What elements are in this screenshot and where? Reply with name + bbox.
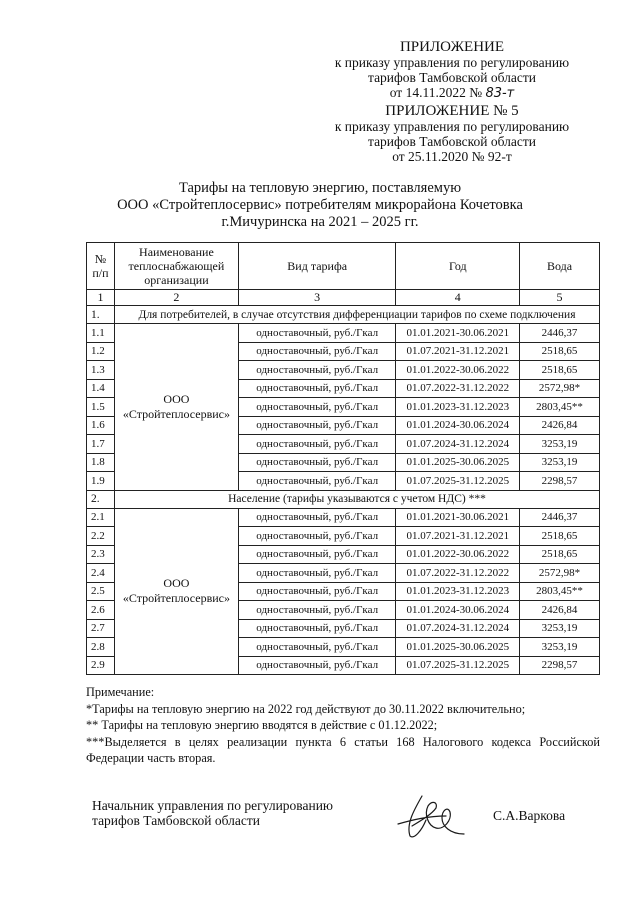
- tariff-value: 2298,57: [520, 656, 600, 675]
- row-number: 2.2: [87, 527, 115, 546]
- tariff-value: 3253,19: [520, 638, 600, 657]
- tariff-period: 01.01.2021-30.06.2021: [396, 508, 520, 527]
- tariff-type: одноставочный, руб./Гкал: [238, 472, 396, 491]
- tariff-type: одноставочный, руб./Гкал: [238, 638, 396, 657]
- appendix-title: ПРИЛОЖЕНИЕ: [399, 39, 505, 55]
- header-year: Год: [396, 243, 520, 290]
- tariff-period: 01.01.2023-31.12.2023: [396, 398, 520, 417]
- note-3: ***Выделяется в целях реализации пункта 6 статьи 168 Налогового кодекса Российской Федерации часть вторая.: [86, 734, 600, 765]
- tariff-type: одноставочный, руб./Гкал: [238, 379, 396, 398]
- col-number: 3: [238, 290, 396, 306]
- tariff-type: одноставочный, руб./Гкал: [238, 656, 396, 675]
- handwritten-order-number: 83-т: [485, 86, 515, 101]
- title-line1: Тарифы на тепловую энергию, поставляемую: [178, 180, 462, 196]
- row-number: 1.1: [87, 324, 115, 343]
- tariff-type: одноставочный, руб./Гкал: [238, 361, 396, 380]
- appendix5-title: ПРИЛОЖЕНИЕ № 5: [385, 103, 519, 119]
- col-number: 1: [87, 290, 115, 306]
- tariff-type: одноставочный, руб./Гкал: [238, 435, 396, 454]
- organization-name: ООО «Стройтеплосервис»: [114, 324, 238, 491]
- section1-row: [87, 306, 600, 324]
- row-number: 1.5: [87, 398, 115, 417]
- tariff-type: одноставочный, руб./Гкал: [238, 527, 396, 546]
- appendix-header-current: [302, 40, 602, 101]
- appendix-date: от 14.11.2022 №: [389, 85, 483, 100]
- tariff-type: одноставочный, руб./Гкал: [238, 564, 396, 583]
- document-title: [0, 180, 640, 231]
- tariff-value: 2518,65: [520, 361, 600, 380]
- title-line2: ООО «Стройтеплосервис» потребителям микрорайона Кочетовка: [117, 197, 523, 213]
- tariff-period: 01.07.2025-31.12.2025: [396, 472, 520, 491]
- tariff-value: 2803,45**: [520, 582, 600, 601]
- tariff-value: 2446,37: [520, 508, 600, 527]
- section2-row: [87, 490, 600, 508]
- tariff-period: 01.07.2024-31.12.2024: [396, 435, 520, 454]
- tariff-type: одноставочный, руб./Гкал: [238, 453, 396, 472]
- tariff-value: 2572,98*: [520, 564, 600, 583]
- tariff-period: 01.07.2021-31.12.2021: [396, 527, 520, 546]
- tariff-period: 01.01.2023-31.12.2023: [396, 582, 520, 601]
- row-number: 2.9: [87, 656, 115, 675]
- tariff-value: 2426,84: [520, 601, 600, 620]
- row-number: 2.5: [87, 582, 115, 601]
- section-title: Население (тарифы указываются с учетом НДС) ***: [114, 490, 599, 508]
- tariff-value: 2426,84: [520, 416, 600, 435]
- header-org: Наименование теплоснабжающей организации: [114, 243, 238, 290]
- signer-name: С.А.Варкова: [493, 808, 566, 823]
- row-number: 2.3: [87, 545, 115, 564]
- tariff-period: 01.07.2021-31.12.2021: [396, 342, 520, 361]
- appendix5-line2: тарифов Тамбовской области: [368, 134, 536, 149]
- tariff-type: одноставочный, руб./Гкал: [238, 601, 396, 620]
- appendix-line2: тарифов Тамбовской области: [368, 70, 536, 85]
- table-row: [87, 508, 600, 527]
- col-number: 4: [396, 290, 520, 306]
- tariff-type: одноставочный, руб./Гкал: [238, 545, 396, 564]
- organization-name: ООО «Стройтеплосервис»: [114, 508, 238, 675]
- col-number: 2: [114, 290, 238, 306]
- notes: [86, 684, 600, 767]
- tariff-type: одноставочный, руб./Гкал: [238, 582, 396, 601]
- row-number: 1.7: [87, 435, 115, 454]
- tariff-value: 2298,57: [520, 472, 600, 491]
- handwritten-signature: [392, 790, 472, 842]
- appendix-header-original: [302, 104, 602, 164]
- tariff-period: 01.07.2025-31.12.2025: [396, 656, 520, 675]
- row-number: 2.6: [87, 601, 115, 620]
- row-number: 1.6: [87, 416, 115, 435]
- tariff-type: одноставочный, руб./Гкал: [238, 619, 396, 638]
- tariff-period: 01.07.2024-31.12.2024: [396, 619, 520, 638]
- row-number: 2.8: [87, 638, 115, 657]
- position-line2: тарифов Тамбовской области: [92, 813, 260, 828]
- tariff-period: 01.01.2024-30.06.2024: [396, 601, 520, 620]
- column-number-row: [87, 290, 600, 306]
- row-number: 2.4: [87, 564, 115, 583]
- section-title: Для потребителей, в случае отсутствия дифференциации тарифов по схеме подключения: [114, 306, 599, 324]
- appendix-date-line: [302, 85, 602, 101]
- tariff-period: 01.01.2024-30.06.2024: [396, 416, 520, 435]
- tariff-type: одноставочный, руб./Гкал: [238, 416, 396, 435]
- row-number: 1.9: [87, 472, 115, 491]
- row-number: 1.4: [87, 379, 115, 398]
- tariff-value: 2572,98*: [520, 379, 600, 398]
- tariff-period: 01.07.2022-31.12.2022: [396, 379, 520, 398]
- tariff-period: 01.01.2022-30.06.2022: [396, 545, 520, 564]
- tariff-period: 01.01.2025-30.06.2025: [396, 453, 520, 472]
- tariff-type: одноставочный, руб./Гкал: [238, 398, 396, 417]
- col-number: 5: [520, 290, 600, 306]
- row-number: 1.2: [87, 342, 115, 361]
- tariff-period: 01.07.2022-31.12.2022: [396, 564, 520, 583]
- row-number: 1.8: [87, 453, 115, 472]
- appendix5-line1: к приказу управления по регулированию: [334, 119, 570, 134]
- tariff-value: 2446,37: [520, 324, 600, 343]
- tariff-type: одноставочный, руб./Гкал: [238, 324, 396, 343]
- tariff-value: 3253,19: [520, 619, 600, 638]
- tariff-period: 01.01.2021-30.06.2021: [396, 324, 520, 343]
- header-water: Вода: [520, 243, 600, 290]
- table-body: [87, 306, 600, 675]
- signature-position: [92, 798, 333, 828]
- table-header-row: [87, 243, 600, 290]
- row-number: 2.7: [87, 619, 115, 638]
- section-number: 1.: [87, 306, 115, 324]
- tariff-value: 3253,19: [520, 453, 600, 472]
- tariff-type: одноставочный, руб./Гкал: [238, 342, 396, 361]
- row-number: 2.1: [87, 508, 115, 527]
- tariff-value: 2803,45**: [520, 398, 600, 417]
- tariff-type: одноставочный, руб./Гкал: [238, 508, 396, 527]
- tariff-value: 3253,19: [520, 435, 600, 454]
- appendix5-date: от 25.11.2020 № 92-т: [392, 149, 512, 164]
- row-number: 1.3: [87, 361, 115, 380]
- note-1: *Тарифы на тепловую энергию на 2022 год действуют до 30.11.2022 включительно;: [86, 701, 526, 716]
- tariff-value: 2518,65: [520, 342, 600, 361]
- note-2: ** Тарифы на тепловую энергию вводятся в действие с 01.12.2022;: [86, 718, 438, 732]
- tariff-period: 01.01.2022-30.06.2022: [396, 361, 520, 380]
- tariff-value: 2518,65: [520, 527, 600, 546]
- tariff-table: [86, 242, 600, 675]
- notes-heading: Примечание:: [86, 685, 155, 699]
- header-num: № п/п: [87, 243, 115, 290]
- title-line3: г.Мичуринска на 2021 – 2025 гг.: [221, 214, 419, 230]
- position-line1: Начальник управления по регулированию: [92, 798, 334, 813]
- appendix-line1: к приказу управления по регулированию: [334, 55, 570, 70]
- table-row: [87, 324, 600, 343]
- tariff-period: 01.01.2025-30.06.2025: [396, 638, 520, 657]
- section-number: 2.: [87, 490, 115, 508]
- tariff-value: 2518,65: [520, 545, 600, 564]
- header-type: Вид тарифа: [238, 243, 396, 290]
